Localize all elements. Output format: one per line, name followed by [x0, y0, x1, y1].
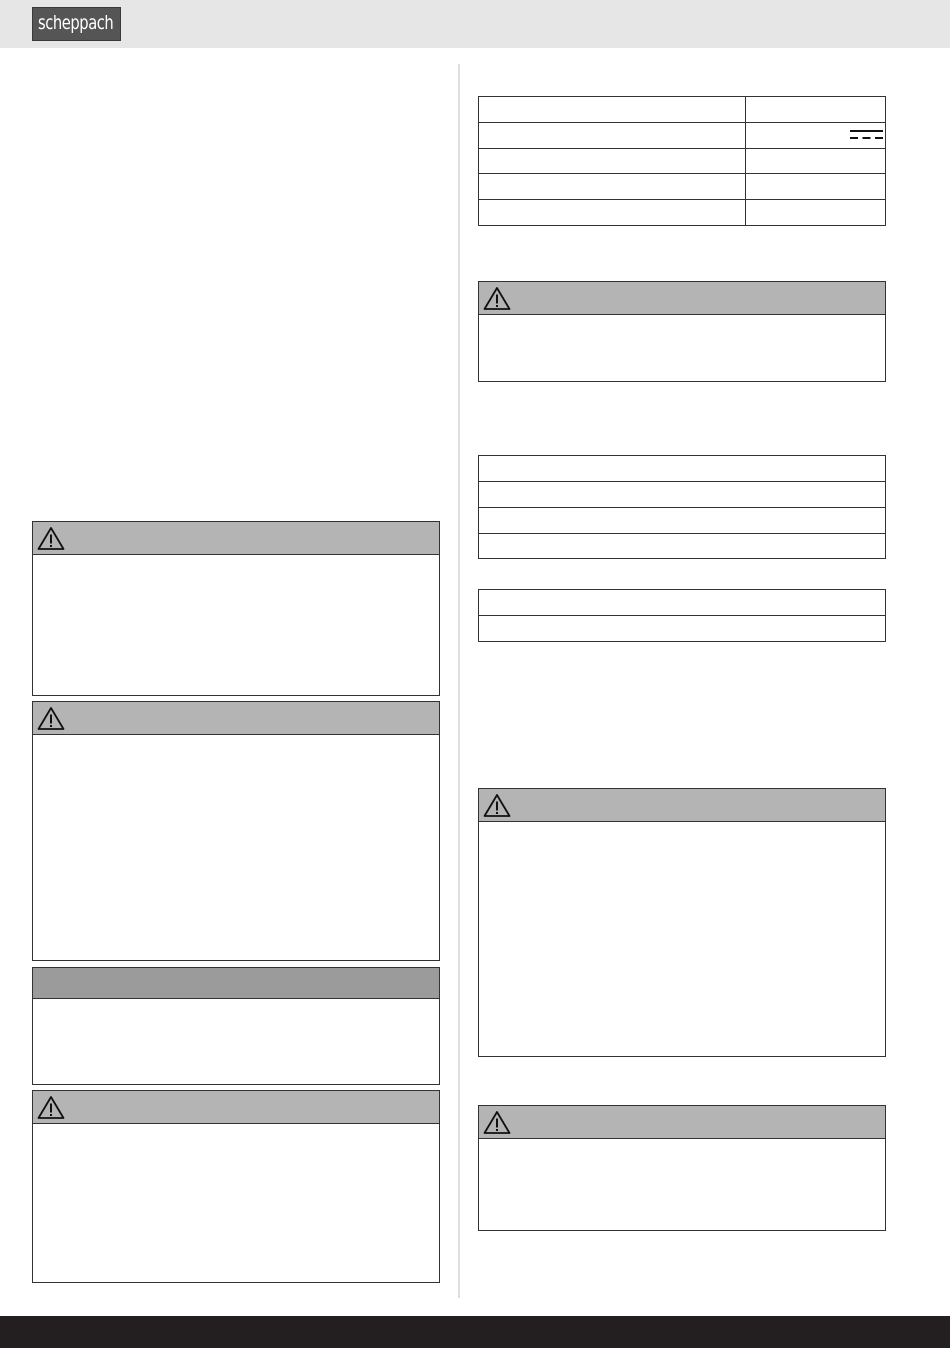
warning-box-6 [478, 1105, 886, 1231]
table-row [479, 199, 885, 200]
note-box-header [33, 968, 439, 999]
data-table-2 [478, 455, 886, 559]
warning-box-header [33, 522, 439, 555]
technical-data-table [478, 96, 886, 226]
warning-box-header [33, 702, 439, 735]
warning-box-header [479, 789, 885, 822]
page-footer-bar [0, 1316, 950, 1348]
table-row [479, 122, 885, 123]
warning-triangle-icon [483, 286, 511, 311]
warning-triangle-icon [37, 1095, 65, 1120]
warning-box-header [33, 1091, 439, 1124]
direct-current-icon [850, 129, 883, 141]
column-divider [458, 64, 460, 1298]
warning-box-5 [478, 788, 886, 1057]
table-row [479, 173, 885, 174]
table-row [479, 481, 885, 482]
warning-triangle-icon [483, 793, 511, 818]
note-box [32, 967, 440, 1085]
table-row [479, 148, 885, 149]
table-column-divider [745, 97, 746, 225]
table-row [479, 507, 885, 508]
warning-triangle-icon [483, 1110, 511, 1135]
scheppach-logo [32, 7, 121, 41]
warning-triangle-icon [37, 526, 65, 551]
table-row [479, 533, 885, 534]
data-table-3 [478, 589, 886, 642]
warning-box-header [479, 282, 885, 315]
warning-triangle-icon [37, 706, 65, 731]
logo-text: scheppach [38, 12, 114, 34]
warning-box-1 [32, 521, 440, 696]
warning-box-2 [32, 701, 440, 961]
warning-box-3 [32, 1090, 440, 1283]
warning-box-header [479, 1106, 885, 1139]
page-header [0, 0, 950, 48]
table-row [479, 615, 885, 616]
warning-box-4 [478, 281, 886, 382]
